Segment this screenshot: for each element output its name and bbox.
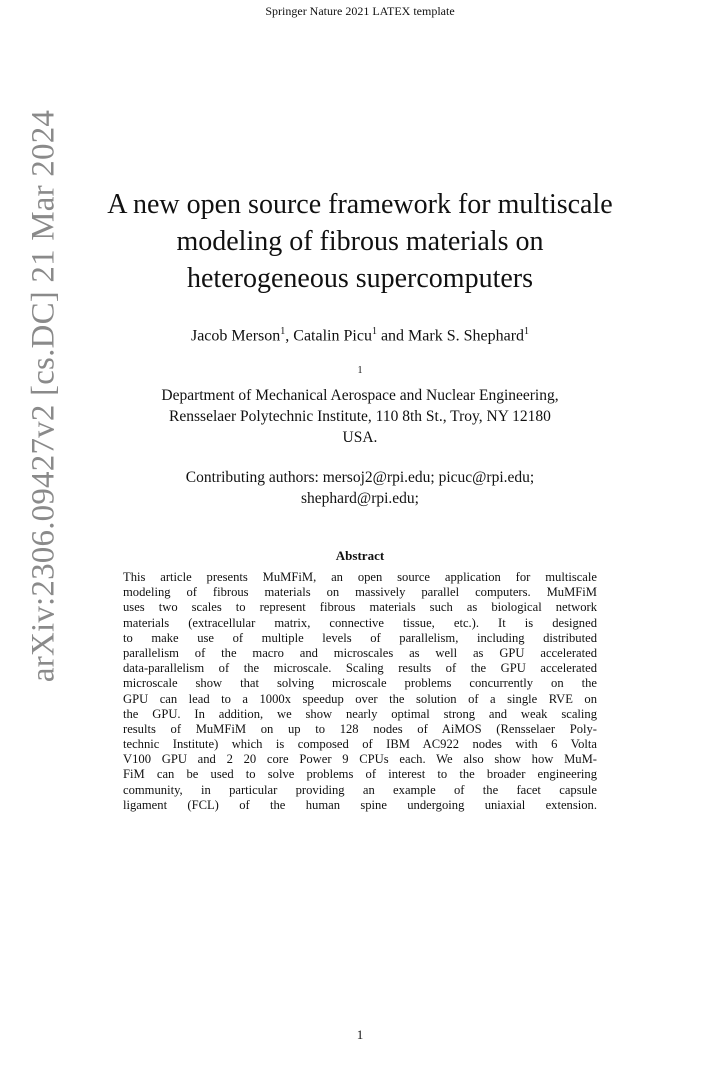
- contributing-authors: [90, 467, 630, 509]
- abstract-body: [123, 570, 597, 813]
- author-separator: ,: [285, 327, 294, 345]
- author-affiliation-marker: 1: [371, 326, 377, 337]
- page-number: 1: [356, 1027, 364, 1042]
- abstract-line: FiM can be used to solve problems of interest to the broader engineering: [123, 767, 597, 782]
- author-list: [90, 326, 630, 345]
- affiliation-line: Rensselaer Polytechnic Institute, 110 8th St., Troy, NY 12180: [169, 408, 551, 426]
- author-name: Catalin Picu: [293, 327, 372, 345]
- abstract-line: ligament (FCL) of the human spine undergoing uniaxial extension.: [123, 797, 597, 812]
- author-affiliation-marker: 1: [280, 326, 286, 337]
- abstract-line: materials (extracellular matrix, connective tissue, etc.). It is designed: [123, 615, 597, 630]
- title-line: heterogeneous supercomputers: [187, 263, 533, 294]
- paper-title: [90, 186, 630, 297]
- abstract-line: to make use of multiple levels of parallelism, including distributed: [123, 630, 597, 645]
- author-name: Jacob Merson: [190, 327, 281, 345]
- abstract-line: parallelism of the macro and microscales as well as GPU accelerated: [123, 645, 597, 660]
- abstract-line: technic Institute) which is composed of IBM AC922 nodes with 6 Volta: [123, 737, 597, 752]
- arxiv-identifier[interactable]: arXiv:2306.09427v2 [cs.DC] 21 Mar 2024: [25, 109, 62, 683]
- abstract-line: V100 GPU and 2 20 core Power 9 CPUs each. We also show how MuM-: [123, 752, 597, 767]
- abstract-line: uses two scales to represent fibrous materials such as biological network: [123, 600, 597, 615]
- abstract-line: data-parallelism of the microscale. Scaling results of the GPU accelerated: [123, 661, 597, 676]
- author-separator: and: [376, 327, 409, 345]
- abstract-line: modeling of fibrous materials on massively parallel computers. MuMFiM: [123, 585, 597, 600]
- affiliation-line: $^1$ Department of Mechanical Aerospace and Nuclear Engineering,: [161, 365, 559, 405]
- running-head: Springer Nature 2021 LATEX template: [265, 4, 455, 18]
- contributing-line: Contributing authors: mersoj2@rpi.edu; picuc@rpi.edu;: [185, 469, 535, 486]
- author-name: Mark S. Shephard: [408, 327, 525, 345]
- abstract-line: GPU can lead to a 1000x speedup over the solution of a single RVE on: [123, 691, 597, 706]
- title-line: modeling of fibrous materials on: [176, 226, 544, 257]
- abstract-line: This article presents MuMFiM, an open source application for multiscale: [123, 570, 597, 584]
- affiliation-marker: 1: [357, 365, 363, 376]
- abstract-line: microscale show that solving microscale problems concurrently on the: [123, 676, 597, 691]
- title-line: A new open source framework for multiscale: [107, 189, 613, 220]
- abstract-heading: Abstract: [335, 548, 385, 563]
- abstract-line: the GPU. In addition, we show nearly optimal strong and weak scaling: [123, 706, 597, 721]
- abstract-line: community, in particular providing an example of the facet capsule: [123, 782, 597, 797]
- abstract-line: results of MuMFiM on up to 128 nodes of AiMOS (Rensselaer Poly-: [123, 721, 597, 736]
- author-affiliation-marker: 1: [524, 326, 530, 337]
- contributing-line: shephard@rpi.edu;: [300, 490, 419, 507]
- affiliation: [90, 360, 630, 448]
- affiliation-line: USA.: [342, 429, 378, 447]
